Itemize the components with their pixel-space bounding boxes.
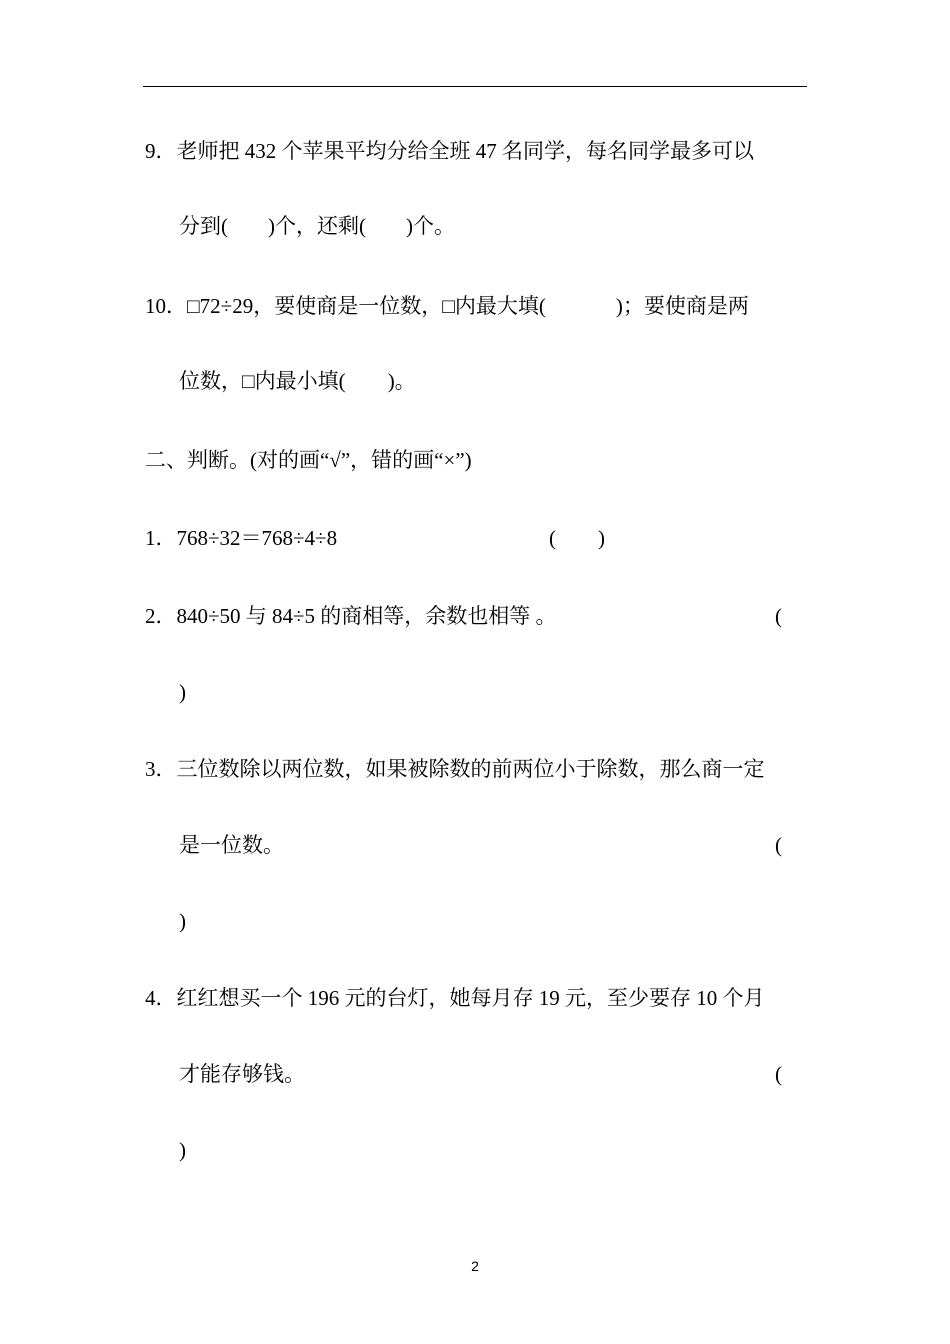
question-text: □72÷29，要使商是一位数，□内最大填( — [187, 294, 546, 318]
answer-paren-close[interactable]: ) — [598, 526, 605, 550]
question-text: 768÷32＝768÷4÷8 — [176, 526, 338, 550]
question-text: )；要使商是两 — [615, 294, 749, 318]
page-number: 2 — [471, 1258, 479, 1274]
question-text: 红红想买一个 196 元的台灯，她每月存 19 元，至少要存 10 个月 — [176, 986, 765, 1010]
question-text: 老师把 432 个苹果平均分给全班 47 名同学，每名同学最多可以 — [176, 139, 754, 163]
judgement-item-3-line-2: 是一位数。 — [179, 833, 284, 857]
judgement-item-2 — [145, 604, 557, 628]
question-number: 1． — [145, 526, 177, 550]
question-text: )。 — [387, 369, 416, 393]
answer-paren-close[interactable]: ) — [179, 909, 186, 933]
section-heading: 二、判断。(对的画“√”，错的画“×”) — [145, 448, 472, 472]
question-number: 10． — [145, 294, 187, 318]
question-text: 840÷50 与 84÷5 的商相等，余数也相等 。 — [176, 604, 557, 628]
question-number: 3． — [145, 757, 177, 781]
question-text: )个。 — [406, 214, 455, 238]
question-10-line-1 — [145, 294, 749, 318]
question-number: 2． — [145, 604, 177, 628]
answer-paren-close[interactable]: ) — [179, 1138, 186, 1162]
question-number: 9． — [145, 139, 177, 163]
answer-paren-open[interactable]: ( — [549, 526, 556, 550]
question-text: 位数，□内最小填( — [179, 369, 346, 393]
question-9-line-2 — [179, 214, 455, 238]
judgement-item-4-line-2: 才能存够钱。 — [179, 1062, 305, 1086]
question-10-line-2 — [179, 369, 416, 393]
question-text: 分到( — [179, 214, 228, 238]
judgement-item-1 — [145, 526, 337, 550]
answer-paren-close[interactable]: ) — [179, 680, 186, 704]
judgement-item-3 — [145, 757, 765, 781]
question-number: 4． — [145, 986, 177, 1010]
header-rule — [143, 86, 807, 87]
answer-paren-open[interactable]: ( — [775, 833, 782, 857]
question-text: )个，还剩( — [268, 214, 366, 238]
answer-paren-open[interactable]: ( — [775, 1062, 782, 1086]
question-9-line-1 — [145, 139, 754, 163]
answer-paren-open[interactable]: ( — [775, 604, 782, 628]
judgement-item-4 — [145, 986, 765, 1010]
question-text: 三位数除以两位数，如果被除数的前两位小于除数，那么商一定 — [176, 757, 765, 781]
